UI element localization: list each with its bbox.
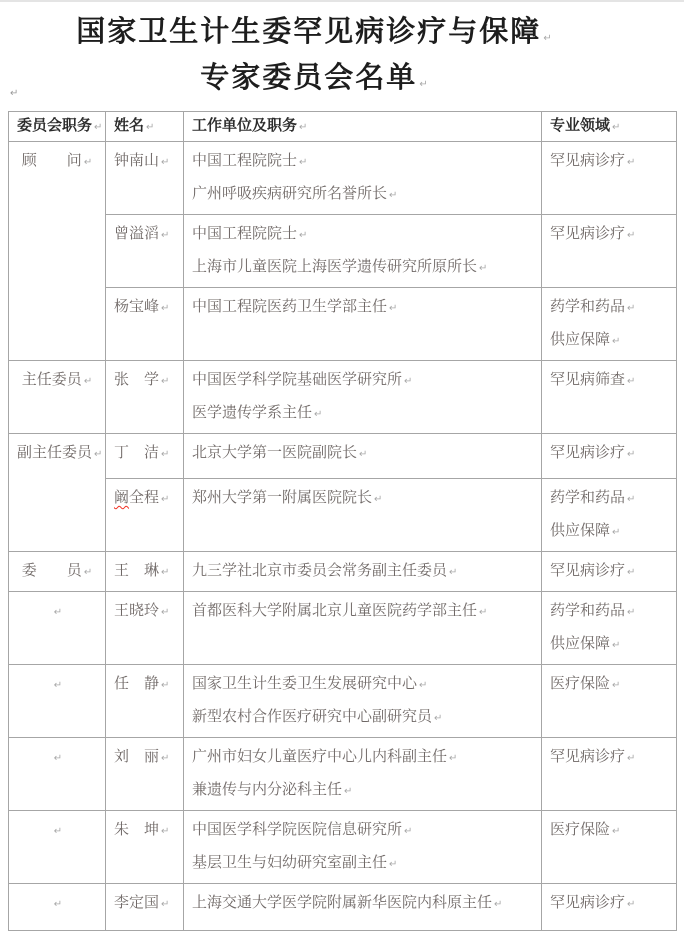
table-row [9, 215, 677, 288]
field-line: 罕见病诊疗 [550, 747, 626, 765]
table-row [9, 434, 677, 479]
paragraph-mark-icon: ↵ [434, 713, 443, 724]
field-line: 药学和药品 [550, 488, 626, 506]
paragraph-mark-icon: ↵ [161, 607, 170, 618]
paragraph-mark-icon: ↵ [53, 899, 63, 910]
position-label: 委 员 [21, 561, 82, 579]
work-line: 中国工程院院士 [192, 224, 298, 242]
work-line: 上海市儿童医院上海医学遗传研究所原所长 [192, 257, 478, 275]
paragraph-mark-icon: ↵ [83, 567, 93, 578]
work-line: 兼遗传与内分泌科主任 [192, 780, 343, 798]
page-title-line2 [4, 58, 624, 104]
work-line: 中国工程院院士 [192, 151, 298, 169]
page-title-line1 [4, 12, 624, 58]
empty-paragraph-mark-icon: ↵ [10, 88, 19, 99]
field-cell [542, 288, 677, 361]
name-cell [106, 142, 184, 215]
paragraph-mark-icon: ↵ [389, 303, 398, 314]
table-row [9, 738, 677, 811]
name-cell [106, 665, 184, 738]
paragraph-mark-icon: ↵ [161, 899, 170, 910]
position-cell-empty [9, 592, 106, 665]
paragraph-mark-icon: ↵ [53, 607, 63, 618]
position-cell-empty [9, 884, 106, 931]
paragraph-mark-icon: ↵ [627, 157, 636, 168]
position-label: 副主任委员 [17, 443, 93, 461]
work-line: 医学遗传学系主任 [192, 403, 313, 421]
table-row [9, 884, 677, 931]
work-cell [184, 592, 542, 665]
field-cell [542, 142, 677, 215]
paragraph-mark-icon: ↵ [83, 157, 93, 168]
member-name: 李定国 [114, 893, 160, 911]
work-line: 中国工程院医药卫生学部主任 [192, 297, 388, 315]
position-label: 主任委员 [21, 370, 82, 388]
paragraph-mark-icon: ↵ [449, 753, 458, 764]
member-name: 刘 丽 [114, 747, 160, 765]
paragraph-mark-icon: ↵ [494, 899, 503, 910]
table-row [9, 479, 677, 552]
paragraph-mark-icon: ↵ [94, 449, 103, 460]
field-cell [542, 811, 677, 884]
work-line: 上海交通大学医学院附属新华医院内科原主任 [192, 893, 493, 911]
header-cell-name [106, 112, 184, 142]
position-cell-empty [9, 738, 106, 811]
position-label: 顾 问 [21, 151, 82, 169]
work-line: 新型农村合作医疗研究中心副研究员 [192, 707, 433, 725]
paragraph-mark-icon: ↵ [627, 607, 636, 618]
table-row [9, 811, 677, 884]
name-cell [106, 215, 184, 288]
paragraph-mark-icon: ↵ [612, 826, 621, 837]
field-cell [542, 738, 677, 811]
member-name: 朱 坤 [114, 820, 160, 838]
paragraph-mark-icon: ↵ [53, 753, 63, 764]
paragraph-mark-icon: ↵ [627, 230, 636, 241]
member-name: 王晓玲 [114, 601, 160, 619]
member-name: 钟南山 [114, 151, 160, 169]
name-cell [106, 361, 184, 434]
paragraph-mark-icon: ↵ [161, 494, 170, 505]
name-cell [106, 738, 184, 811]
field-cell [542, 552, 677, 592]
position-cell [9, 434, 106, 552]
header-label: 专业领域 [550, 116, 611, 134]
name-cell [106, 884, 184, 931]
work-cell [184, 738, 542, 811]
page-top-edge [0, 0, 684, 2]
header-cell-field [542, 112, 677, 142]
paragraph-mark-icon: ↵ [314, 409, 323, 420]
paragraph-mark-icon: ↵ [612, 122, 621, 133]
paragraph-mark-icon: ↵ [419, 680, 428, 691]
table-row [9, 288, 677, 361]
field-line: 罕见病诊疗 [550, 151, 626, 169]
name-cell [106, 434, 184, 479]
member-name: 任 静 [114, 674, 160, 692]
work-line: 广州呼吸疾病研究所名誉所长 [192, 184, 388, 202]
paragraph-mark-icon: ↵ [612, 527, 621, 538]
position-cell-empty [9, 665, 106, 738]
work-line: 中国医学科学院基础医学研究所 [192, 370, 403, 388]
field-line: 罕见病诊疗 [550, 224, 626, 242]
paragraph-mark-icon: ↵ [374, 494, 383, 505]
field-line: 医疗保险 [550, 820, 611, 838]
member-name: 曾溢滔 [114, 224, 160, 242]
member-name-misspelled: 阚 [114, 488, 130, 506]
work-line: 中国医学科学院医院信息研究所 [192, 820, 403, 838]
name-cell [106, 811, 184, 884]
paragraph-mark-icon: ↵ [449, 567, 458, 578]
position-cell [9, 142, 106, 361]
paragraph-mark-icon: ↵ [359, 449, 368, 460]
paragraph-mark-icon: ↵ [299, 122, 308, 133]
paragraph-mark-icon: ↵ [612, 680, 621, 691]
paragraph-mark-icon: ↵ [161, 753, 170, 764]
work-cell [184, 479, 542, 552]
paragraph-mark-icon: ↵ [83, 376, 93, 387]
table-row [9, 552, 677, 592]
paragraph-mark-icon: ↵ [161, 303, 170, 314]
table-row [9, 592, 677, 665]
paragraph-mark-icon: ↵ [344, 786, 353, 797]
field-cell [542, 479, 677, 552]
paragraph-mark-icon: ↵ [612, 640, 621, 651]
name-cell [106, 288, 184, 361]
header-label: 姓名 [114, 116, 145, 134]
paragraph-mark-icon: ↵ [53, 826, 63, 837]
paragraph-mark-icon: ↵ [94, 122, 103, 133]
paragraph-mark-icon: ↵ [53, 680, 63, 691]
position-cell [9, 552, 106, 592]
position-cell-empty [9, 811, 106, 884]
paragraph-mark-icon: ↵ [404, 376, 413, 387]
work-line: 基层卫生与妇幼研究室副主任 [192, 853, 388, 871]
member-name: 丁 洁 [114, 443, 160, 461]
header-cell-position [9, 112, 106, 142]
paragraph-mark-icon: ↵ [627, 567, 636, 578]
page-title-line1-text: 国家卫生计生委罕见病诊疗与保障 [76, 14, 542, 48]
paragraph-mark-icon: ↵ [627, 376, 636, 387]
work-cell [184, 434, 542, 479]
paragraph-mark-icon: ↵ [627, 899, 636, 910]
field-line: 供应保障 [550, 521, 611, 539]
table-header-row [9, 112, 677, 142]
paragraph-mark-icon: ↵ [161, 567, 170, 578]
work-line: 首都医科大学附属北京儿童医院药学部主任 [192, 601, 478, 619]
member-name: 张 学 [114, 370, 160, 388]
header-cell-work [184, 112, 542, 142]
work-line: 郑州大学第一附属医院院长 [192, 488, 373, 506]
paragraph-mark-icon: ↵ [161, 157, 170, 168]
paragraph-mark-icon: ↵ [299, 230, 308, 241]
paragraph-mark-icon: ↵ [299, 157, 308, 168]
paragraph-mark-icon: ↵ [161, 449, 170, 460]
work-cell [184, 552, 542, 592]
member-name: 全程 [129, 488, 160, 506]
work-line: 国家卫生计生委卫生发展研究中心 [192, 674, 418, 692]
work-cell [184, 142, 542, 215]
field-cell [542, 884, 677, 931]
work-cell [184, 665, 542, 738]
name-cell [106, 479, 184, 552]
header-label: 委员会职务 [17, 116, 93, 134]
field-cell [542, 665, 677, 738]
position-cell [9, 361, 106, 434]
field-cell [542, 434, 677, 479]
paragraph-mark-icon: ↵ [479, 263, 488, 274]
paragraph-mark-icon: ↵ [627, 753, 636, 764]
work-cell [184, 811, 542, 884]
field-line: 药学和药品 [550, 297, 626, 315]
field-cell [542, 592, 677, 665]
work-line: 北京大学第一医院副院长 [192, 443, 358, 461]
field-line: 罕见病筛查 [550, 370, 626, 388]
paragraph-mark-icon: ↵ [161, 230, 170, 241]
field-line: 罕见病诊疗 [550, 561, 626, 579]
paragraph-mark-icon: ↵ [627, 303, 636, 314]
header-label: 工作单位及职务 [192, 116, 298, 134]
work-line: 广州市妇女儿童医疗中心儿内科副主任 [192, 747, 448, 765]
table-row [9, 665, 677, 738]
paragraph-mark-icon: ↵ [627, 494, 636, 505]
work-cell [184, 215, 542, 288]
field-line: 医疗保险 [550, 674, 611, 692]
work-cell [184, 361, 542, 434]
member-name: 杨宝峰 [114, 297, 160, 315]
field-line: 药学和药品 [550, 601, 626, 619]
paragraph-mark-icon: ↵ [612, 336, 621, 347]
name-cell [106, 592, 184, 665]
paragraph-mark-icon: ↵ [161, 376, 170, 387]
work-cell [184, 884, 542, 931]
paragraph-mark-icon: ↵ [419, 79, 428, 90]
field-cell [542, 215, 677, 288]
field-line: 供应保障 [550, 330, 611, 348]
name-cell [106, 552, 184, 592]
paragraph-mark-icon: ↵ [543, 33, 552, 44]
field-line: 罕见病诊疗 [550, 443, 626, 461]
table-row [9, 142, 677, 215]
paragraph-mark-icon: ↵ [389, 190, 398, 201]
field-line: 供应保障 [550, 634, 611, 652]
member-name: 王 琳 [114, 561, 160, 579]
committee-table [8, 111, 677, 931]
paragraph-mark-icon: ↵ [404, 826, 413, 837]
paragraph-mark-icon: ↵ [146, 122, 155, 133]
page-title [4, 12, 624, 104]
paragraph-mark-icon: ↵ [161, 680, 170, 691]
work-cell [184, 288, 542, 361]
field-line: 罕见病诊疗 [550, 893, 626, 911]
table-row [9, 361, 677, 434]
paragraph-mark-icon: ↵ [479, 607, 488, 618]
paragraph-mark-icon: ↵ [161, 826, 170, 837]
work-line: 九三学社北京市委员会常务副主任委员 [192, 561, 448, 579]
page-title-line2-text: 专家委员会名单 [200, 60, 418, 94]
paragraph-mark-icon: ↵ [389, 859, 398, 870]
paragraph-mark-icon: ↵ [627, 449, 636, 460]
field-cell [542, 361, 677, 434]
